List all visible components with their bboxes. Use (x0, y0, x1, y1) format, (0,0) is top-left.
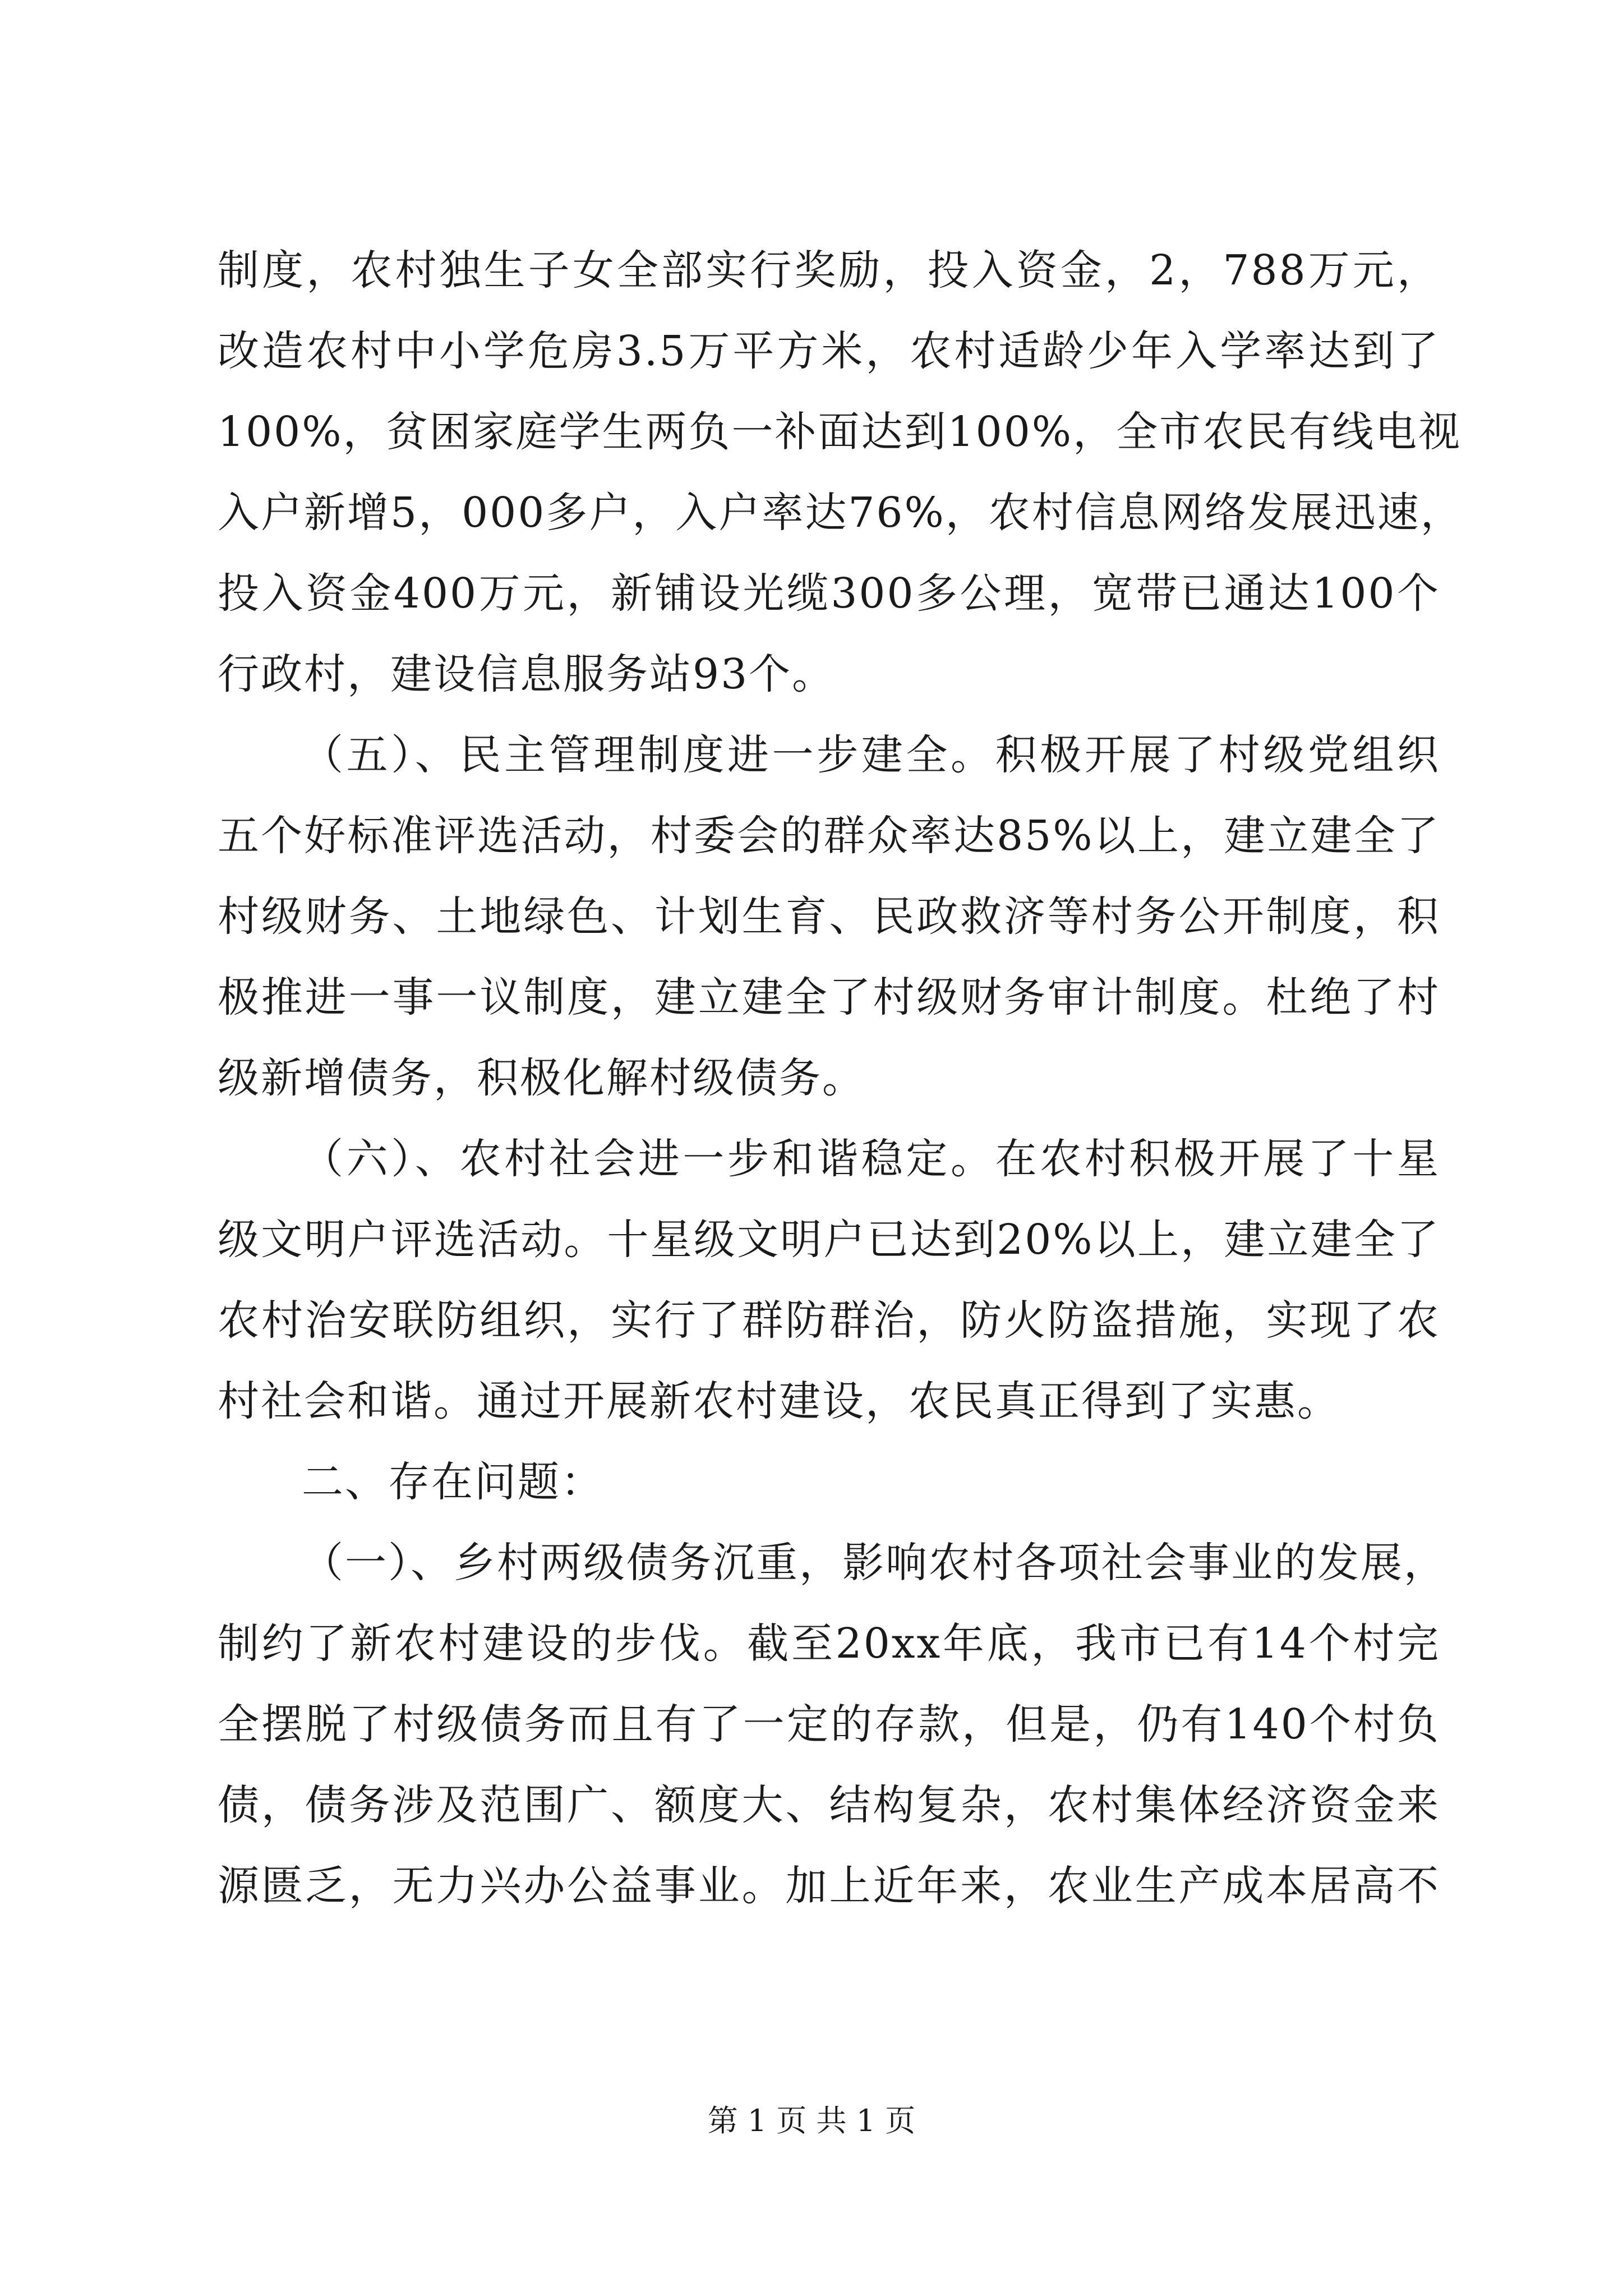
page-footer: 第 1 页 共 1 页 (707, 2103, 916, 2138)
text-line: 极推进一事一议制度，建立建全了村级财务审计制度。杜绝了村 (218, 973, 1440, 1022)
text-line: 债，债务涉及范围广、额度大、结构复杂，农村集体经济资金来 (218, 1781, 1440, 1829)
text-line: 全摆脱了村级债务而且有了一定的存款，但是，仍有140个村负 (218, 1700, 1440, 1749)
text-line: 行政村，建设信息服务站93个。 (218, 650, 836, 698)
text-line: 五个好标准评选活动，村委会的群众率达85%以上，建立建全了 (218, 812, 1440, 860)
text-line: 入户新增5，000多户，入户率达76%，农村信息网络发展迅速， (218, 489, 1464, 537)
text-line: 二、存在问题： (302, 1458, 604, 1506)
text-line: 100%，贫困家庭学生两负一补面达到100%，全市农民有线电视 (218, 408, 1462, 456)
text-line: 级文明户评选活动。十星级文明户已达到20%以上，建立建全了 (218, 1216, 1440, 1264)
text-line: 制度，农村独生子女全部实行奖励，投入资金，2，788万元， (218, 246, 1440, 295)
text-line: 村级财务、土地绿色、计划生育、民政救济等村务公开制度，积 (218, 892, 1440, 941)
text-line: （一）、乡村两级债务沉重，影响农村各项社会事业的发展， (302, 1539, 1447, 1587)
text-line: 改造农村中小学危房3.5万平方米，农村适龄少年入学率达到了 (218, 327, 1440, 375)
text-line: 级新增债务，积极化解村级债务。 (218, 1054, 865, 1102)
text-line: （六）、农村社会进一步和谐稳定。在农村积极开展了十星 (302, 1135, 1440, 1183)
text-line: 农村治安联防组织，实行了群防群治，防火防盗措施，实现了农 (218, 1296, 1440, 1345)
text-line: （五）、民主管理制度进一步建全。积极开展了村级党组织 (302, 731, 1440, 779)
text-line: 村社会和谐。通过开展新农村建设，农民真正得到了实惠。 (218, 1377, 1340, 1425)
text-line: 投入资金400万元，新铺设光缆300多公理，宽带已通达100个 (218, 569, 1440, 618)
document-body (218, 230, 1464, 1926)
text-line: 源匮乏，无力兴办公益事业。加上近年来，农业生产成本居高不 (218, 1862, 1440, 1910)
text-line: 制约了新农村建设的步伐。截至20xx年底，我市已有14个村完 (218, 1619, 1440, 1668)
